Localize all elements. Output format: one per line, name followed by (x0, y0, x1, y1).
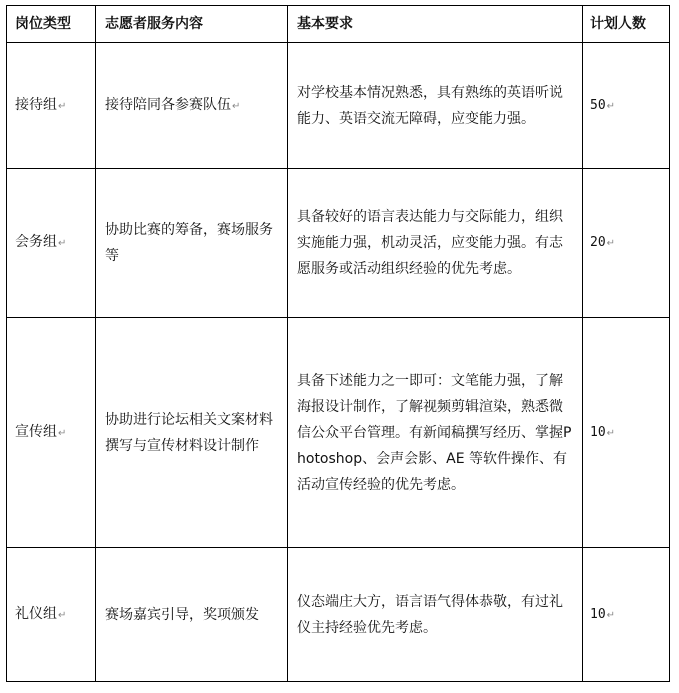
paragraph-mark-icon: ↵ (232, 100, 241, 112)
cell-position-type: 会务组↵ (7, 169, 96, 318)
cell-position-type: 宣传组↵ (7, 318, 96, 548)
header-requirements: 基本要求 (288, 6, 583, 43)
table-row (7, 318, 670, 548)
paragraph-mark-icon: ↵ (606, 238, 616, 249)
header-service-content: 志愿者服务内容 (96, 6, 288, 43)
cell-service-content: 赛场嘉宾引导，奖项颁发 (96, 548, 288, 682)
cell-requirements: 具备下述能力之一即可：文笔能力强，了解海报设计制作，了解视频剪辑渲染，熟悉微信公众平台管理。有新闻稿撰写经历、掌握Photoshop、会声会影、AE 等软件操作、有活动宣传经验的优先考虑。 (288, 318, 583, 548)
volunteer-positions-table (6, 5, 670, 682)
cell-planned-count: 50↵ (583, 43, 670, 169)
cell-requirements: 对学校基本情况熟悉，具有熟练的英语听说能力、英语交流无障碍，应变能力强。 (288, 43, 583, 169)
table-header-row (7, 6, 670, 43)
cell-planned-count: 10↵ (583, 318, 670, 548)
cell-planned-count: 10↵ (583, 548, 670, 682)
paragraph-mark-icon: ↵ (58, 427, 67, 439)
paragraph-mark-icon: ↵ (606, 100, 616, 112)
header-position-type: 岗位类型 (7, 6, 96, 43)
cell-planned-count: 20↵ (583, 169, 670, 318)
header-planned-count: 计划人数 (583, 6, 670, 43)
paragraph-mark-icon: ↵ (606, 609, 616, 621)
table-row (7, 548, 670, 682)
paragraph-mark-icon: ↵ (58, 100, 67, 112)
cell-position-type: 接待组↵ (7, 43, 96, 169)
paragraph-mark-icon: ↵ (58, 238, 67, 249)
cell-requirements: 仪态端庄大方，语言语气得体恭敬，有过礼仪主持经验优先考虑。 (288, 548, 583, 682)
cell-position-type: 礼仪组↵ (7, 548, 96, 682)
cell-service-content: 协助比赛的筹备，赛场服务等 (96, 169, 288, 318)
paragraph-mark-icon: ↵ (606, 427, 616, 439)
table-row (7, 169, 670, 318)
cell-service-content: 接待陪同各参赛队伍↵ (96, 43, 288, 169)
cell-requirements: 具备较好的语言表达能力与交际能力，组织实施能力强，机动灵活，应变能力强。有志愿服务或活动组织经验的优先考虑。 (288, 169, 583, 318)
paragraph-mark-icon: ↵ (58, 609, 67, 621)
table-row (7, 43, 670, 169)
cell-service-content: 协助进行论坛相关文案材料撰写与宣传材料设计制作 (96, 318, 288, 548)
